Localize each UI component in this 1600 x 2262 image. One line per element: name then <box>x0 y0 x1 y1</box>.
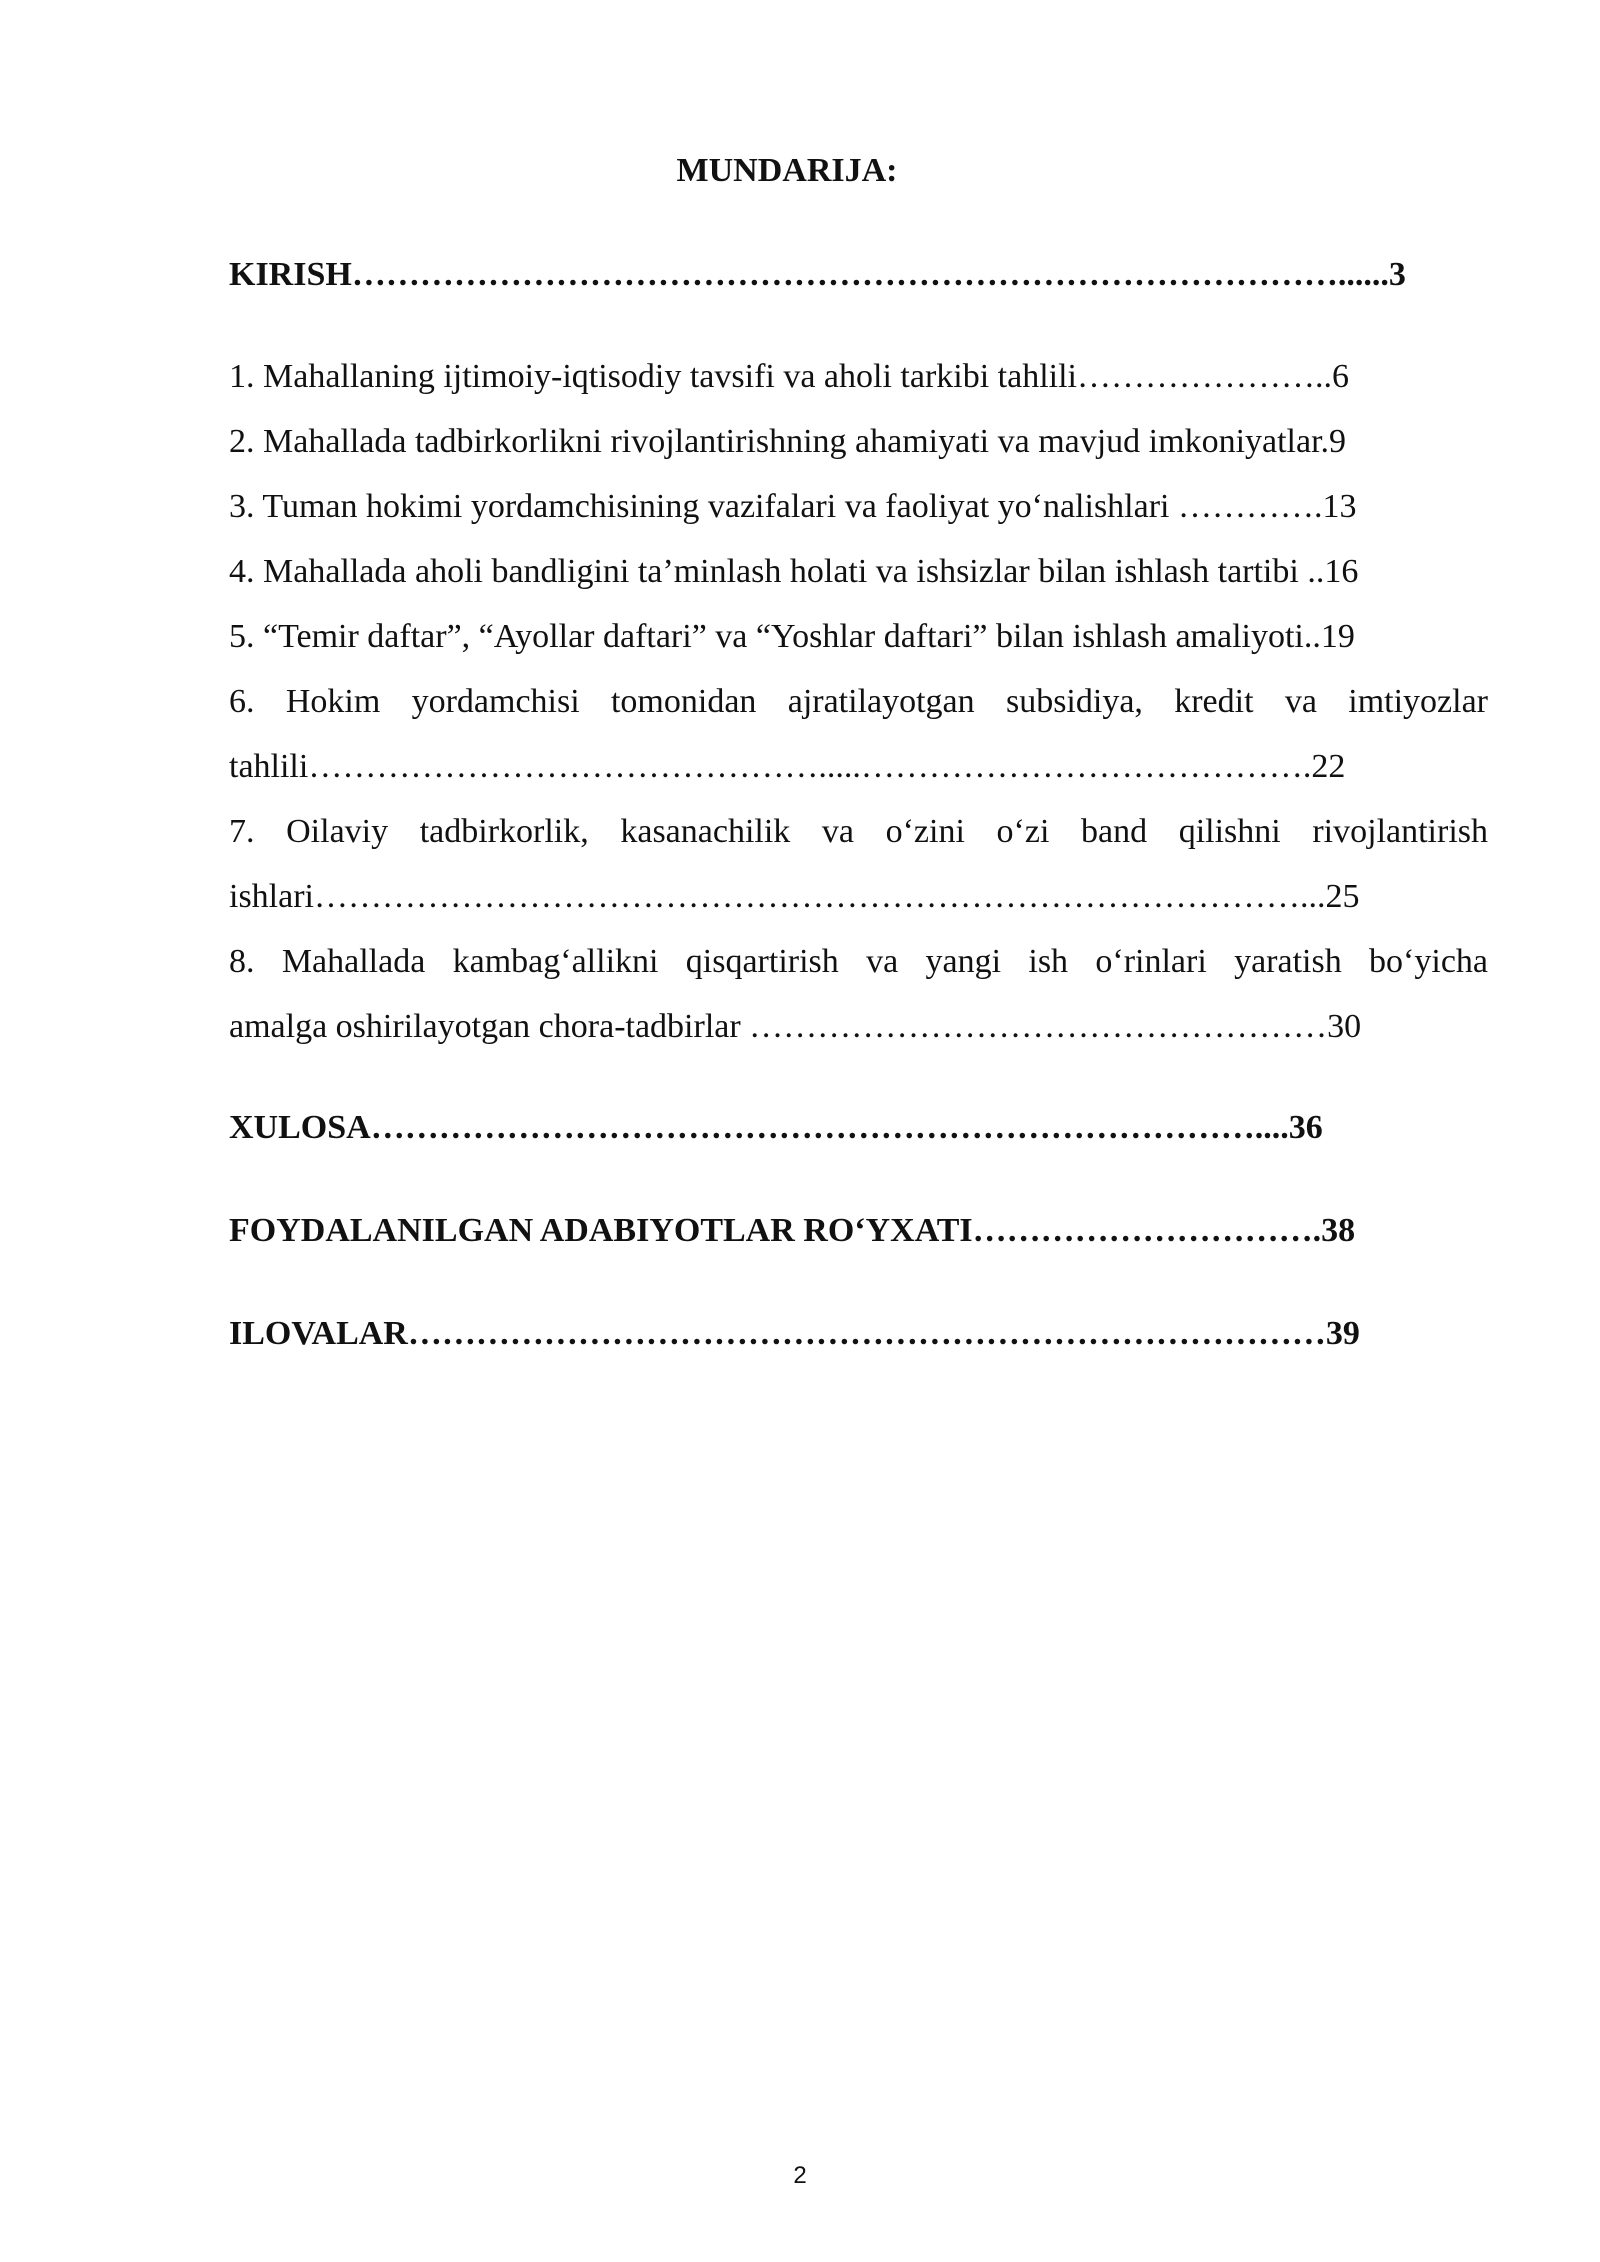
toc-entry-xulosa <box>229 1109 1488 1147</box>
toc-entry-label: KIRISH……………………………………………………………………………......3 <box>229 256 1406 293</box>
toc-entry-1 <box>229 358 1488 396</box>
toc-entry-label-line2: amalga oshirilayotgan chora-tadbirlar ……………………………………………30 <box>229 1008 1362 1045</box>
toc-entry-label: ILOVALAR………………………………………………………………………39 <box>229 1315 1360 1352</box>
toc-entry-label: 5. “Temir daftar”, “Ayollar daftari” va “Yoshlar daftari” bilan ishlash amaliyoti..19 <box>229 618 1355 655</box>
toc-entry-6 <box>229 683 1488 721</box>
toc-entry-label-line1: 7. Oilaviy tadbirkorlik, kasanachilik va o‘zini o‘zi band qilishni rivojlantirish <box>229 813 1488 850</box>
toc-entry-label: 1. Mahallaning ijtimoiy-iqtisodiy tavsifi va aholi tarkibi tahlili…………………..6 <box>229 358 1349 395</box>
toc-entry-label: 3. Tuman hokimi yordamchisining vazifalari va faoliyat yo‘nalishlari ………….13 <box>229 488 1357 525</box>
toc-entry-3 <box>229 488 1488 526</box>
toc-entry-label: 2. Mahallada tadbirkorlikni rivojlantirishning ahamiyati va mavjud imkoniyatlar.9 <box>229 423 1347 460</box>
toc-entry-8 <box>229 943 1488 981</box>
toc-entry-label-line2: tahlili……………………………………….....………………………………….22 <box>229 748 1346 785</box>
toc-entry-label-line1: 6. Hokim yordamchisi tomonidan ajratilayotgan subsidiya, kredit va imtiyozlar <box>229 683 1488 720</box>
toc-entry-8-cont <box>229 1008 1488 1046</box>
toc-entry-label: XULOSA……………………………………………………………………....36 <box>229 1109 1323 1146</box>
toc-entry-label: 4. Mahallada aholi bandligini ta’minlash holati va ishsizlar bilan ishlash tartibi ..16 <box>229 553 1359 590</box>
toc-entry-6-cont <box>229 748 1488 786</box>
toc-entry-7 <box>229 813 1488 851</box>
toc-entry-4 <box>229 553 1488 591</box>
toc-entry-2 <box>229 423 1488 461</box>
toc-entry-label: FOYDALANILGAN ADABIYOTLAR RO‘YXATI………………………….38 <box>229 1212 1356 1249</box>
toc-title: MUNDARIJA: <box>676 152 898 189</box>
toc-entry-label-line2: ishlari……………………………………………………………………………...25 <box>229 878 1360 915</box>
toc-entry-5 <box>229 618 1488 656</box>
toc-entry-kirish <box>229 256 1488 294</box>
toc-entry-label-line1: 8. Mahallada kambag‘allikni qisqartirish va yangi ish o‘rinlari yaratish bo‘yicha <box>229 943 1488 980</box>
page-number: 2 <box>793 2162 807 2189</box>
toc-entry-7-cont <box>229 878 1488 916</box>
toc-entry-ilovalar <box>229 1315 1488 1353</box>
toc-entry-foydalanilgan <box>229 1212 1488 1250</box>
